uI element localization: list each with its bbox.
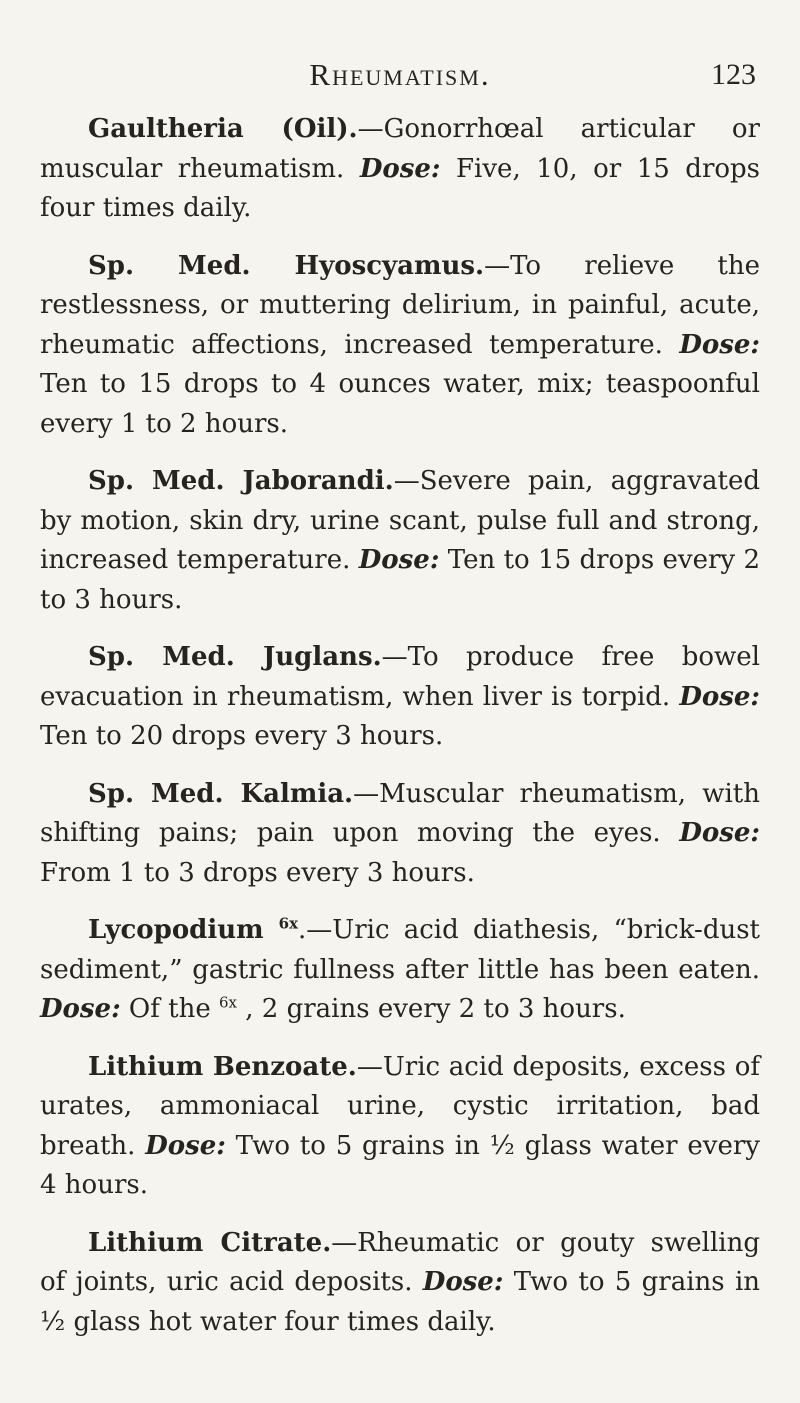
entry-description: —To relieve the restlessness, or muttering delirium, in painful, acute, rheumatic affections, increased temperature.	[40, 250, 760, 360]
dose-text: , 2 grains every 2 to 3 hours.	[237, 994, 626, 1024]
dose-label: Dose:	[679, 681, 760, 712]
entry-jaborandi	[40, 462, 760, 620]
dose-text: Five, 10, or 15 drops four times daily.	[40, 153, 761, 223]
dose-label: Dose:	[679, 818, 760, 848]
entry-term: Sp. Med. Juglans.	[88, 642, 382, 672]
entry-lithium-citrate	[40, 1224, 760, 1343]
dose-potency-superscript: 6x	[218, 993, 237, 1012]
page-title: Rheumatism.	[309, 57, 491, 92]
entry-hyoscyamus	[40, 247, 760, 445]
entry-term: Sp. Med. Jaborandi.	[88, 466, 394, 496]
dose-label: Dose:	[358, 545, 440, 575]
dose-label: Dose:	[422, 1267, 504, 1297]
entry-description: —Severe pain, aggravated by motion, skin dry, urine scant, pulse full and strong, increased temperature.	[40, 466, 760, 575]
entry-description: —Rheumatic or gouty swelling of joints, uric acid deposits.	[40, 1227, 760, 1297]
running-head	[40, 58, 760, 92]
entry-description: —To produce free bowel evacuation in rheumatism, when liver is torpid.	[40, 642, 760, 712]
entry-gaultheria	[40, 110, 760, 229]
dose-text: From 1 to 3 drops every 3 hours.	[40, 857, 475, 888]
entry-lithium-benzoate	[40, 1048, 760, 1206]
entry-description: —Gonorrhœal articular or muscular rheumatism.	[40, 114, 760, 184]
dose-text: Two to 5 grains in ½ glass hot water four times daily.	[40, 1267, 761, 1337]
entry-kalmia	[40, 775, 760, 894]
entry-term: Sp. Med. Hyoscyamus.	[88, 250, 485, 281]
dose-label: Dose:	[40, 994, 121, 1024]
dose-text: Ten to 15 drops to 4 ounces water, mix; teaspoonful every 1 to 2 hours.	[40, 369, 760, 439]
dose-label: Dose:	[359, 153, 441, 184]
dose-text: Two to 5 grains in ½ glass water every 4 hours.	[40, 1130, 760, 1200]
entry-term: Lithium Benzoate.	[88, 1051, 357, 1082]
dose-prefix: Of the	[120, 994, 219, 1024]
entry-term: Sp. Med. Kalmia.	[88, 778, 354, 809]
entry-term: Gaultheria (Oil).	[88, 114, 358, 144]
entry-term: Lycopodium	[88, 915, 279, 945]
entry-lycopodium	[40, 911, 760, 1030]
dose-text: Ten to 20 drops every 3 hours.	[40, 721, 444, 751]
potency-superscript: 6x	[278, 914, 299, 933]
entry-description: —Muscular rheumatism, with shifting pains; pain upon moving the eyes.	[40, 778, 760, 848]
entry-term: Lithium Citrate.	[88, 1227, 332, 1258]
entry-juglans	[40, 638, 760, 757]
dose-text: Ten to 15 drops every 2 to 3 hours.	[40, 545, 760, 615]
dose-label: Dose:	[679, 329, 760, 360]
page-number: 123	[711, 58, 756, 91]
dose-label: Dose:	[145, 1130, 226, 1161]
entry-description: .—Uric acid diathesis, “brick-dust sediment,” gastric fullness after little has been eaten.	[40, 915, 760, 985]
entry-description: —Uric acid deposits, excess of urates, ammoniacal urine, cystic irritation, bad breath.	[40, 1051, 760, 1161]
